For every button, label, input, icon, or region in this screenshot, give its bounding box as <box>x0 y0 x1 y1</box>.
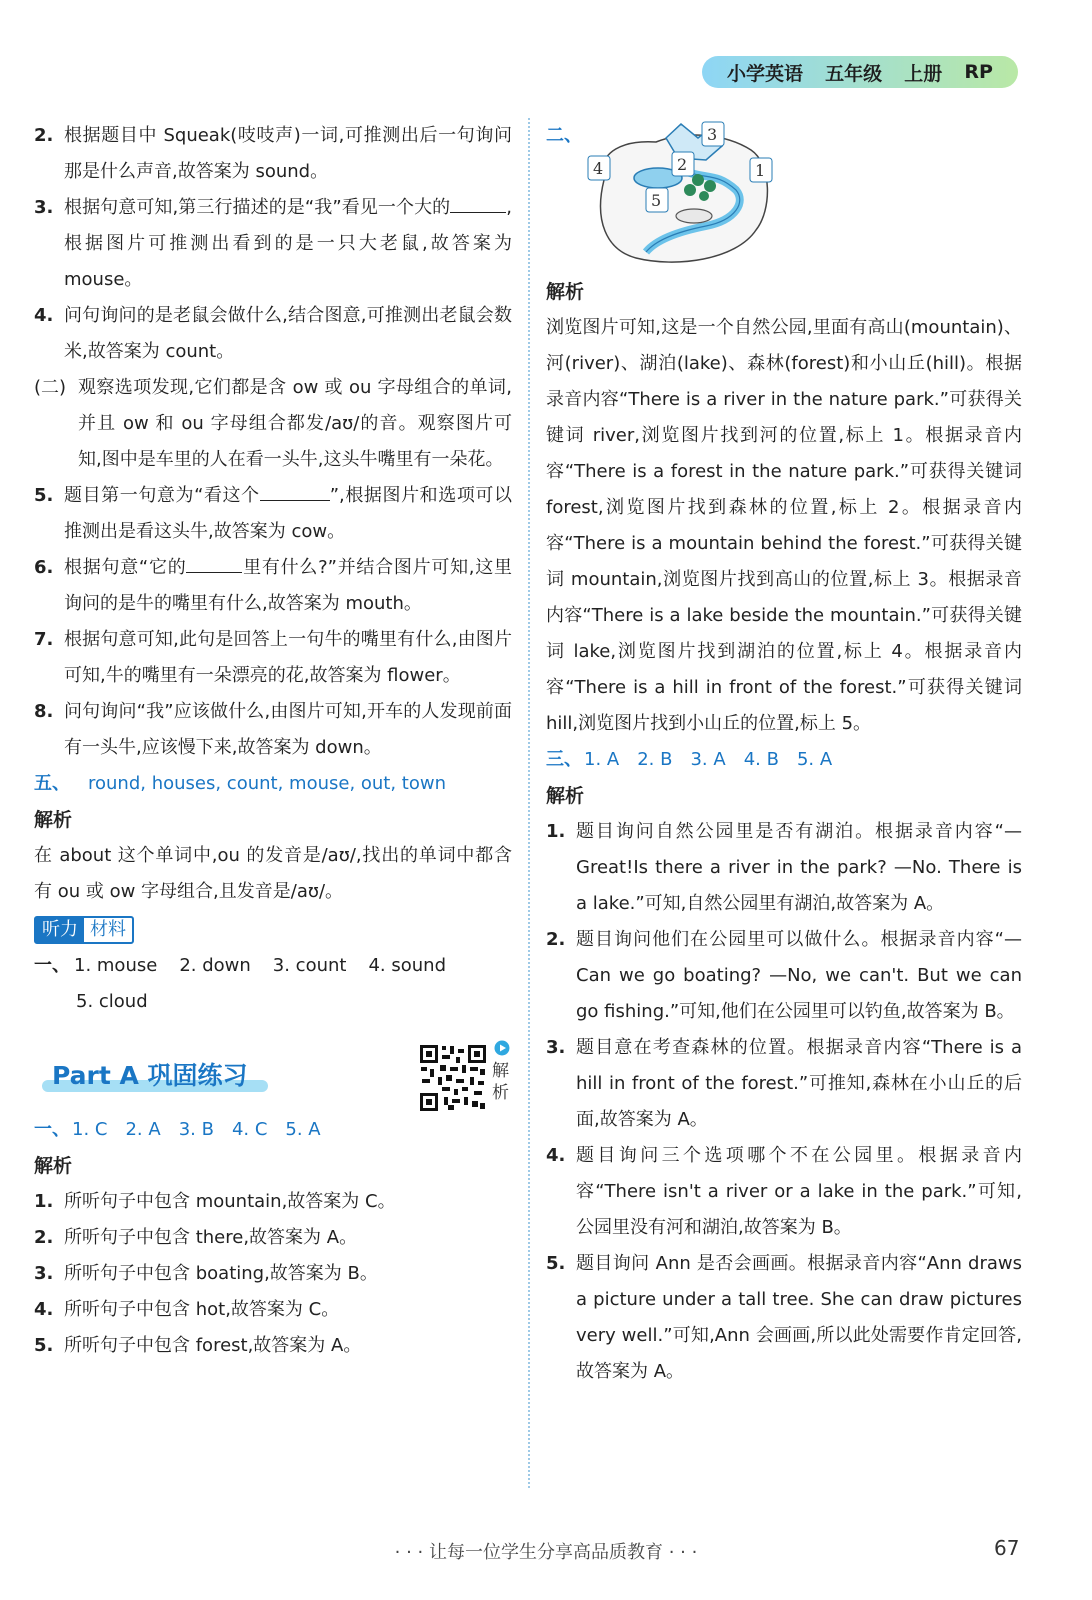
answer-blank <box>260 480 330 501</box>
list-item: 4. 题目询问三个选项哪个不在公园里。根据录音内容“There isn't a river or a lake in the park.”可知,公园里没有河和湖泊,故答案为 B。 <box>546 1145 1022 1238</box>
listening-material-tag: 听力 材料 <box>34 916 134 944</box>
map-label-5: 5 <box>651 191 662 210</box>
header-subject: 小学英语 <box>727 62 804 85</box>
section3-answers: 三、 1. A 2. B 3. A 4. B 5. A <box>546 749 833 770</box>
column-divider <box>528 118 530 1488</box>
list-item: 6. 根据句意“它的 里有什么?”并结合图片可知,这里询问的是牛的嘴里有什么,故答案为 mouth。 <box>34 550 512 622</box>
header-edition: RP <box>964 61 993 83</box>
list-item: 1. 所听句子中包含 mountain,故答案为 C。 <box>34 1191 396 1212</box>
map-label-2: 2 <box>677 155 688 174</box>
qr-code-icon[interactable] <box>418 1043 488 1113</box>
left-column <box>34 118 512 1364</box>
list-item: 4. 所听句子中包含 hot,故答案为 C。 <box>34 1299 340 1320</box>
analysis-heading: 解析 <box>546 785 585 807</box>
answer-blank <box>450 192 506 213</box>
answer-blank <box>186 552 242 573</box>
list-item: 5. 题目第一句意为“看这个 ”,根据图片和选项可以推测出是看这头牛,故答案为 cow。 <box>34 478 512 550</box>
list-item: 1. 题目询问自然公园里是否有湖泊。根据录音内容“—Great!Is there a river in the park? —No. There is a lake.”可知,自然公园里有湖泊,故答案为 A。 <box>546 821 1022 914</box>
analysis-heading: 解析 <box>34 809 73 831</box>
header-badge <box>702 56 1018 88</box>
section5-answers: 五、 round, houses, count, mouse, out, town <box>34 773 447 794</box>
right-column <box>546 118 1022 1390</box>
listening-answers-last: 5. cloud <box>76 991 148 1012</box>
map-label-3: 3 <box>707 125 718 144</box>
section5-analysis: 在 about 这个单词中,ou 的发音是/aʊ/,找出的单词中都含有 ou 或 ow 字母组合,且发音是/aʊ/。 <box>34 845 512 902</box>
list-item: 3. 题目意在考查森林的位置。根据录音内容“There is a hill in front of the forest.”可推知,森林在小山丘的后面,故答案为 A。 <box>546 1037 1022 1130</box>
list-item: 3. 所听句子中包含 boating,故答案为 B。 <box>34 1263 378 1284</box>
section1-answers: 一、 1. C 2. A 3. B 4. C 5. A <box>34 1119 321 1140</box>
list-item: 5. 所听句子中包含 forest,故答案为 A。 <box>34 1335 362 1356</box>
list-item: 3. 根据句意可知,第三行描述的是“我”看见一个大的 ,根据图片可推测出看到的是一只大老鼠,故答案为 mouse。 <box>34 190 512 298</box>
list-item: 8. 问句询问“我”应该做什么,由图片可知,开车的人发现前面有一头牛,应该慢下来,故答案为 down。 <box>34 701 512 758</box>
nature-park-map-icon <box>586 120 776 270</box>
list-item: 2. 题目询问他们在公园里可以做什么。根据录音内容“—Can we go boating? —No, we can't. But we can go fishing.”可知,他们在公园里可以钓鱼,故答案为 B。 <box>546 929 1022 1022</box>
analysis-heading: 解析 <box>34 1155 73 1177</box>
qr-label: 解析 <box>492 1061 509 1103</box>
listening-answers: 一、 1. mouse 2. down 3. count 4. sound <box>34 955 446 976</box>
header-volume: 上册 <box>904 62 943 85</box>
list-item: 2. 根据题目中 Squeak(吱吱声)一词,可推测出后一句询问那是什么声音,故答案为 sound。 <box>34 125 512 182</box>
list-item: 2. 所听句子中包含 there,故答案为 A。 <box>34 1227 358 1248</box>
list-item: 4. 问句询问的是老鼠会做什么,结合图意,可推测出老鼠会数米,故答案为 count。 <box>34 305 512 362</box>
part-title: Part A 巩固练习 <box>42 1054 258 1094</box>
sub-section-2: (二) 观察选项发现,它们都是含 ow 或 ou 字母组合的单词,并且 ow 和 ou 字母组合都发/aʊ/的音。观察图片可知,图中是车里的人在看一头牛,这头牛嘴里有一朵花。 <box>34 377 512 470</box>
footer-slogan: · · · 让每一位学生分享高品质教育 · · · <box>394 1542 698 1563</box>
section2-analysis: 浏览图片可知,这是一个自然公园,里面有高山(mountain)、河(river)、湖泊(lake)、森林(forest)和小山丘(hill)。根据录音内容“There is a river in the nature park.”可获得关键词 river,浏览图片找到河的位置,标上 1。根据录音内容“There is a forest in the nature park.”可获得关键词 forest,浏览图片找到森林的位置,标上 2。根据录音内容“There is a mountain behind the forest.”可获得关键词 mountain,浏览图片找到高山的位置,标上 3。根据录音内容“There is a lake beside the mountain.”可获得关键词 lake,浏览图片找到湖泊的位置,标上 4。根据录音内容“There is a hill in front of the forest.”可获得关键词 hill,浏览图片找到小山丘的位置,标上 5。 <box>546 317 1022 734</box>
play-icon[interactable] <box>494 1040 510 1056</box>
page-number: 67 <box>994 1536 1020 1560</box>
header-grade: 五年级 <box>825 62 883 85</box>
nature-park-figure <box>546 118 1022 274</box>
section2-lead: 二、 <box>546 125 582 146</box>
analysis-heading: 解析 <box>546 281 585 303</box>
list-item: 5. 题目询问 Ann 是否会画画。根据录音内容“Ann draws a picture under a tall tree. She can draw pictures very well.”可知,Ann 会画画,所以此处需要作肯定回答,故答案为 A。 <box>546 1253 1022 1382</box>
list-item: 7. 根据句意可知,此句是回答上一句牛的嘴里有什么,由图片可知,牛的嘴里有一朵漂亮的花,故答案为 flower。 <box>34 629 512 686</box>
map-label-4: 4 <box>593 159 604 178</box>
map-label-1: 1 <box>755 161 766 180</box>
